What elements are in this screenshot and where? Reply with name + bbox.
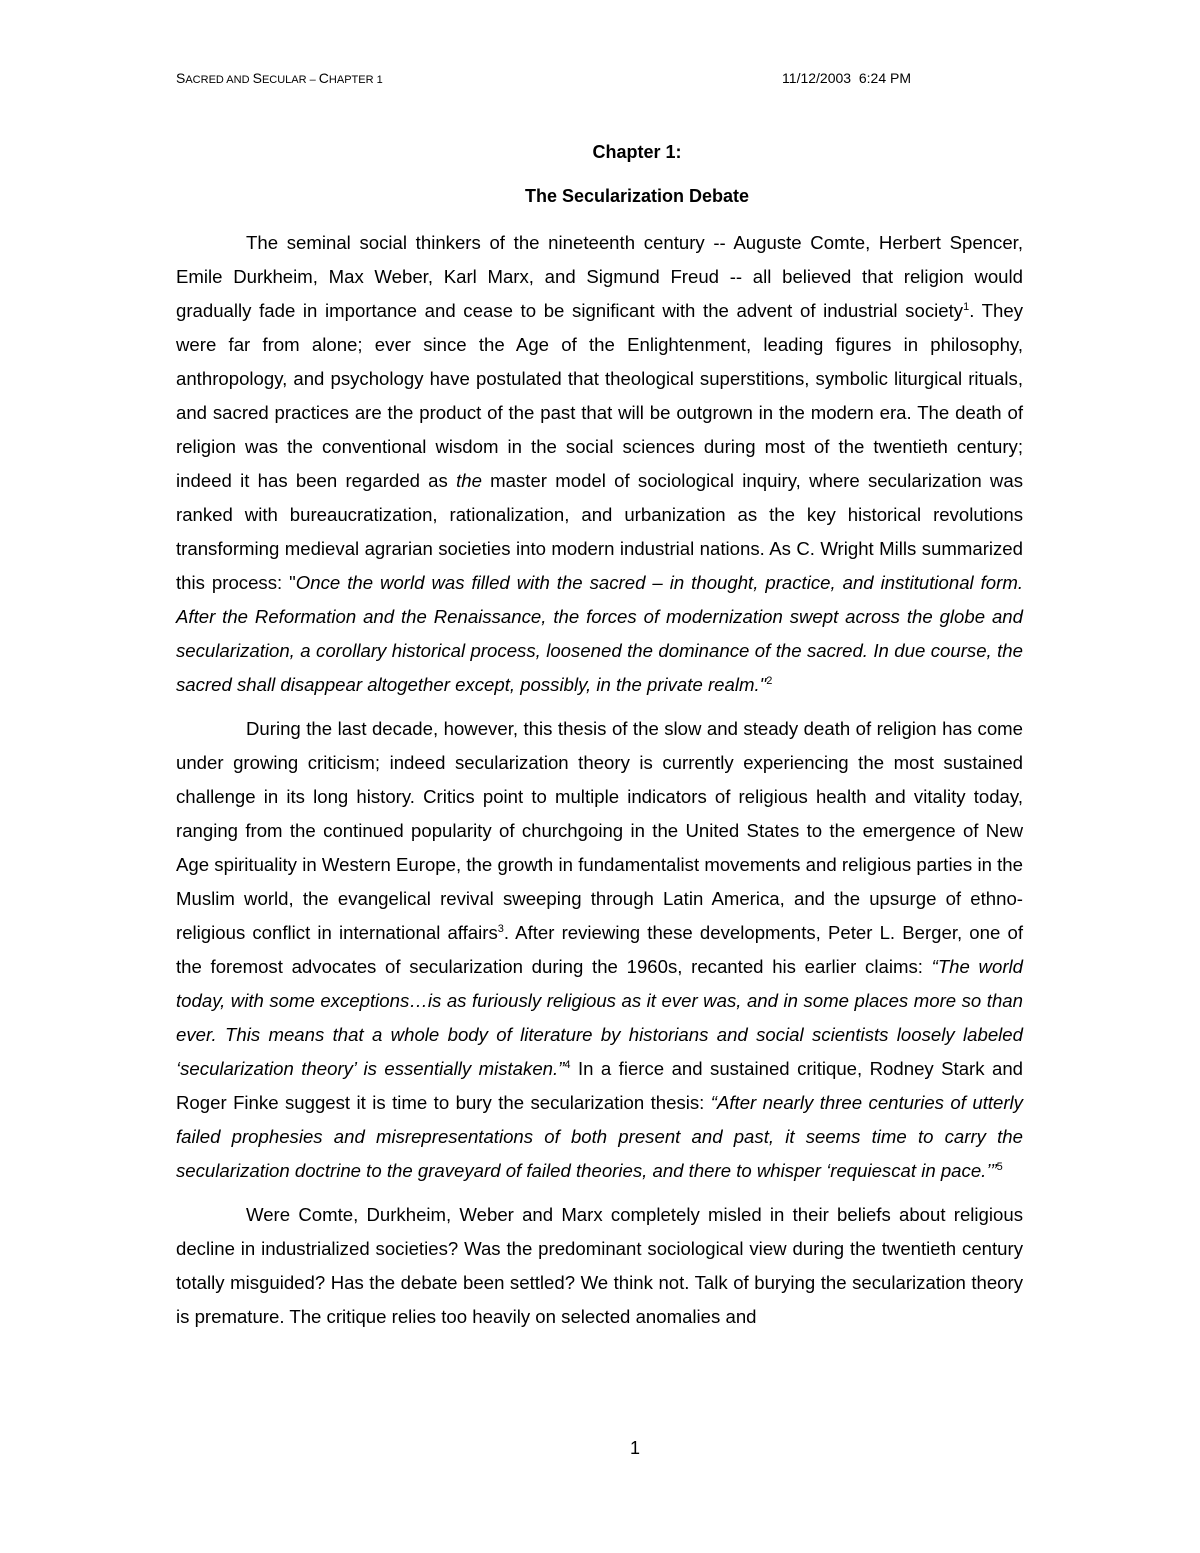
body-text bbox=[176, 226, 1023, 1344]
footnote-ref-1: 1 bbox=[963, 300, 970, 313]
header-timestamp: 11/12/2003 6:24 PM bbox=[782, 70, 911, 86]
berger-quote: “The world today, with some exceptions…is as furiously religious as it ever was, and in some places more so than ever. This means that a whole body of literature by historians and social scientists loosely labeled ‘secularization theory’ is essentially mistaken.” bbox=[176, 956, 1023, 1079]
paragraph-2-text-a: During the last decade, however, this thesis of the slow and steady death of religion has come under growing criticism; indeed secularization theory is currently experiencing the most sustained challenge in its long history. Critics point to multiple indicators of religious health and vitality today, ranging from the continued popularity of churchgoing in the United States to the emergence of New Age spirituality in Western Europe, the growth in fundamentalist movements and religious parties in the Muslim world, the evangelical revival sweeping through Latin America, and the upsurge of ethno-religious conflict in international affairs bbox=[176, 718, 1023, 943]
running-title-smallcaps-3: HAPTER 1 bbox=[328, 74, 383, 86]
running-title-smallcaps-1: ACRED AND bbox=[185, 74, 253, 86]
running-title-initial-3: C bbox=[318, 70, 329, 86]
chapter-title: The Secularization Debate bbox=[524, 186, 750, 206]
running-title-initial-1: S bbox=[176, 70, 186, 86]
chapter-label: Chapter 1: bbox=[592, 142, 682, 162]
paragraph-2-text-c: In a fierce and sustained critique, Rodney Stark and Roger Finke suggest it is time to bury the secularization thesis: bbox=[176, 1058, 1024, 1113]
paragraph-1-text-a: The seminal social thinkers of the nineteenth century -- Auguste Comte, Herbert Spencer, Emile Durkheim, Max Weber, Karl Marx, and Sigmund Freud -- all believed that religion would gradually fade in importance and cease to be significant with the advent of industrial society bbox=[176, 232, 1023, 321]
paragraph-3 bbox=[176, 1198, 1023, 1334]
running-header bbox=[176, 70, 911, 92]
paragraph-2-text-b: . After reviewing these developments, Peter L. Berger, one of the foremost advocates of secularization during the 1960s, recanted his earlier claims: bbox=[176, 922, 1023, 977]
footnote-ref-5: 5 bbox=[996, 1160, 1003, 1173]
paragraph-2 bbox=[176, 712, 1023, 1188]
paragraph-1 bbox=[176, 226, 1023, 702]
footnote-ref-4: 4 bbox=[564, 1058, 571, 1071]
running-title-dash: – bbox=[306, 74, 319, 86]
paragraph-1-text-b: . They were far from alone; ever since the Age of the Enlightenment, leading figures in philosophy, anthropology, and psychology have postulated that theological superstitions, symbolic liturgical rituals, and sacred practices are the product of the past that will be outgrown in the modern era. The death of religion was the conventional wisdom in the social sciences during most of the twentieth century; indeed it has been regarded as bbox=[176, 300, 1023, 491]
footnote-ref-2: 2 bbox=[766, 674, 773, 687]
footnote-ref-3: 3 bbox=[497, 922, 504, 935]
stark-finke-quote: “After nearly three centuries of utterly failed prophesies and misrepresentations of both present and past, it seems time to carry the secularization doctrine to the graveyard of failed theories, and there to whisper ‘requiescat in pace.’” bbox=[176, 1092, 1023, 1181]
running-title-smallcaps-2: ECULAR bbox=[261, 74, 307, 86]
mills-quote: Once the world was filled with the sacred – in thought, practice, and institutional form. After the Reformation and the Renaissance, the forces of modernization swept across the globe and secularization, a corollary historical process, loosened the dominance of the sacred. In due course, the sacred shall disappear altogether except, possibly, in the private realm." bbox=[176, 572, 1023, 695]
running-title bbox=[176, 70, 383, 86]
paragraph-3-text: Were Comte, Durkheim, Weber and Marx completely misled in their beliefs about religious decline in industrialized societies? Was the predominant sociological view during the twentieth century totally misguided? Has the debate been settled? We think not. Talk of burying the secularization theory is premature. The critique relies too heavily on selected anomalies and bbox=[176, 1204, 1023, 1327]
paragraph-1-emphasis-the: the bbox=[456, 470, 482, 491]
running-title-initial-2: S bbox=[252, 70, 262, 86]
paragraph-1-text-c: master model of sociological inquiry, where secularization was ranked with bureaucratization, rationalization, and urbanization as the key historical revolutions transforming medieval agrarian societies into modern industrial nations. As C. Wright Mills summarized this process: " bbox=[176, 470, 1023, 593]
page-number: 1 bbox=[629, 1438, 640, 1458]
